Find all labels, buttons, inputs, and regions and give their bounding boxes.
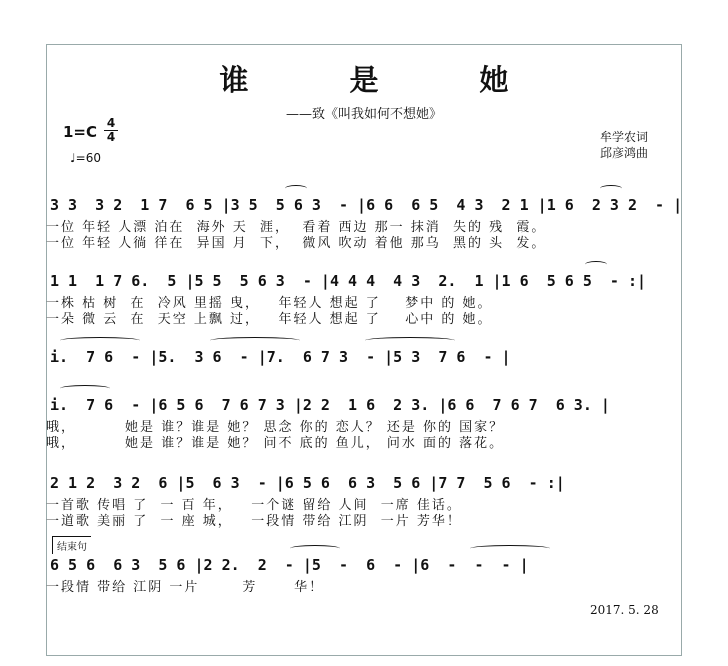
time-signature <box>104 117 118 144</box>
lyrics-line-2-verse-2: 一朵 微 云 在 天空 上飘 过， 年轻人 想起 了 心中 的 她。 <box>46 312 493 327</box>
lyrics-line-2-verse-1: 一株 枯 树 在 冷风 里摇 曳， 年轻人 想起 了 梦中 的 她。 <box>46 296 493 311</box>
score-line-3 <box>46 346 682 376</box>
lyricist-credit: 牟学农词 <box>600 130 649 144</box>
slur-mark <box>585 261 607 268</box>
lyrics-line-5-verse-1: 一首歌 传唱 了 一 百 年， 一个谜 留给 人间 一席 佳话。 <box>46 498 462 513</box>
notes-line-6: 6 5 6 6 3 5 6 |2 2. 2 - |5 - 6 - |6 - - - | <box>50 556 529 574</box>
slur-mark <box>290 545 340 552</box>
score-line-2 <box>46 270 682 330</box>
slur-mark <box>285 185 307 192</box>
score-line-1 <box>46 194 682 254</box>
song-subtitle: ——致《叫我如何不想她》 <box>285 107 442 122</box>
lyrics-line-1-verse-1: 一位 年轻 人漂 泊在 海外 天 涯， 看着 西边 那一 抹消 失的 残 霞。 <box>46 220 547 235</box>
time-signature-top: 4 <box>106 116 116 130</box>
lyrics-line-4-verse-1: 哦， 她是 谁？谁是 她？ 思念 你的 恋人？ 还是 你的 国家？ <box>46 420 505 435</box>
lyrics-line-6-verse-1: 一段情 带给 江阴 一片 芳 华！ <box>46 580 325 595</box>
tempo-marking: ♩=60 <box>70 151 101 165</box>
score-line-6 <box>46 554 682 598</box>
slur-mark <box>210 337 300 344</box>
song-title: 谁 是 她 <box>219 63 545 97</box>
notes-line-2: 1 1 1 7 6. 5 |5 5 5 6 3 - |4 4 4 4 3 2. 1 |1 6 5 6 5 - :| <box>50 272 647 290</box>
slur-mark <box>365 337 455 344</box>
time-signature-bottom: 4 <box>104 130 118 144</box>
notes-line-1: 3 3 3 2 1 7 6 5 |3 5 5 6 3 - |6 6 6 5 4 3 2 1 |1 6 2 3 2 - | <box>50 196 683 214</box>
slur-mark <box>60 337 140 344</box>
score-line-5 <box>46 472 682 532</box>
notes-line-3: i. 7 6 - |5. 3 6 - |7. 6 7 3 - |5 3 7 6 - | <box>50 348 511 366</box>
key-signature: 1=C <box>63 123 98 141</box>
slur-mark <box>470 545 550 552</box>
notes-line-4: i. 7 6 - |6 5 6 7 6 7 3 |2 2 1 6 2 3. |6 6 7 6 7 6 3. | <box>50 396 610 414</box>
notes-line-5: 2 1 2 3 2 6 |5 6 3 - |6 5 6 6 3 5 6 |7 7 5 6 - :| <box>50 474 565 492</box>
ending-label: 结束句 <box>52 536 91 554</box>
lyrics-line-1-verse-2: 一位 年轻 人徜 徉在 异国 月 下， 微风 吹动 着他 那乌 黑的 头 发。 <box>46 236 547 251</box>
composer-credit: 邱彦鸿曲 <box>600 146 649 160</box>
date-stamp: 2017. 5. 28 <box>590 603 659 617</box>
lyrics-line-5-verse-2: 一道歌 美丽 了 一 座 城， 一段情 带给 江阴 一片 芳华！ <box>46 514 462 529</box>
slur-mark <box>600 185 622 192</box>
lyrics-line-4-verse-2: 哦， 她是 谁？谁是 她？ 问不 底的 鱼儿， 问水 面的 落花。 <box>46 436 505 451</box>
score-line-4 <box>46 394 682 454</box>
slur-mark <box>60 385 110 392</box>
